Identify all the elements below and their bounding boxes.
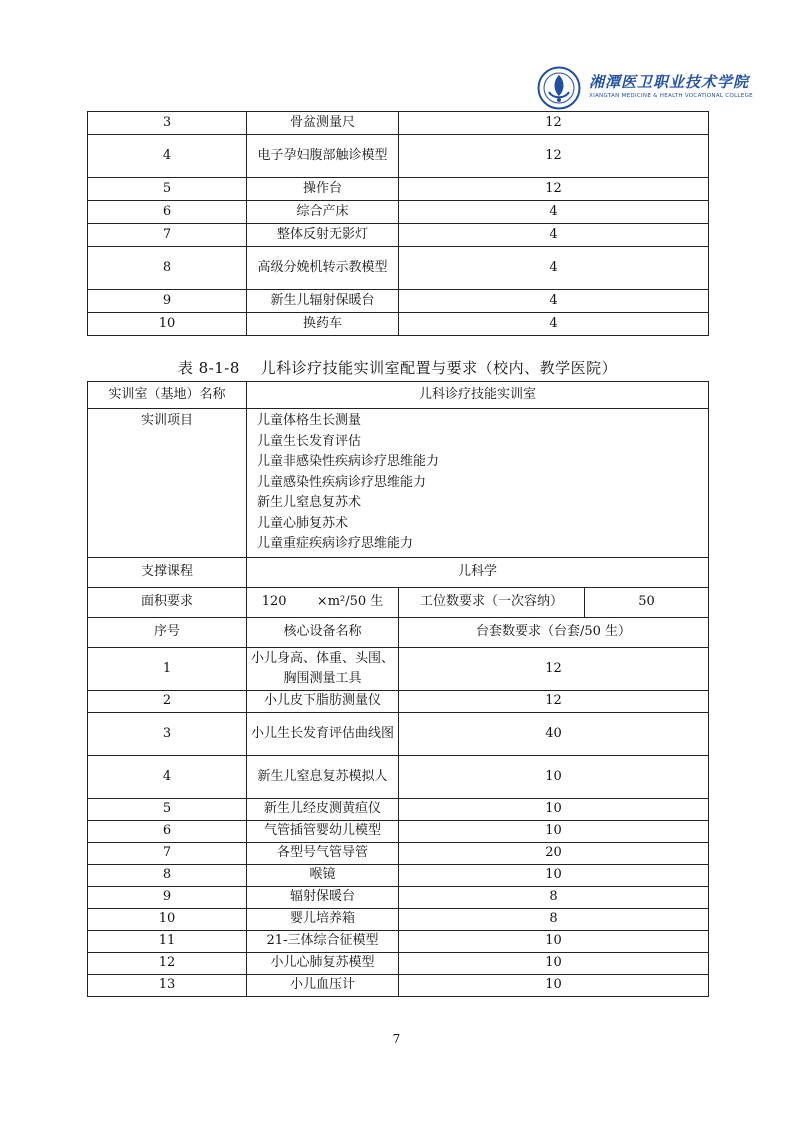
pediatrics-lab-table bbox=[87, 381, 709, 997]
equipment-quantity: 12 bbox=[399, 178, 709, 201]
row-number: 2 bbox=[88, 690, 247, 712]
row-number: 7 bbox=[88, 842, 247, 864]
equipment-name: 骨盆测量尺 bbox=[247, 112, 399, 135]
area-value: 120 bbox=[261, 594, 287, 609]
equipment-quantity: 12 bbox=[399, 690, 709, 712]
table-row bbox=[88, 712, 709, 755]
row-number: 6 bbox=[88, 820, 247, 842]
row-number: 4 bbox=[88, 755, 247, 798]
stations-value: 50 bbox=[585, 587, 709, 617]
row-number: 3 bbox=[88, 112, 247, 135]
equipment-name: 电子孕妇腹部触诊模型 bbox=[247, 135, 399, 178]
school-name-en: XIANGTAN MEDICINE & HEALTH VOCATIONAL COLLEGE bbox=[589, 93, 753, 99]
equipment-quantity: 20 bbox=[399, 842, 709, 864]
stations-label: 工位数要求（一次容纳） bbox=[399, 587, 585, 617]
area-unit: ×m²/50 生 bbox=[316, 594, 384, 609]
equipment-name: 高级分娩机转示教模型 bbox=[247, 247, 399, 290]
equipment-quantity: 10 bbox=[399, 974, 709, 996]
equipment-name: 辐射保暖台 bbox=[247, 886, 399, 908]
course-row bbox=[88, 557, 709, 587]
equipment-quantity: 10 bbox=[399, 798, 709, 820]
equipment-quantity: 8 bbox=[399, 908, 709, 930]
equipment-name: 喉镜 bbox=[247, 864, 399, 886]
table-row bbox=[88, 224, 709, 247]
equipment-quantity: 4 bbox=[399, 290, 709, 313]
equipment-name: 小儿生长发育评估曲线图 bbox=[247, 712, 399, 755]
table-row bbox=[88, 201, 709, 224]
equipment-quantity: 10 bbox=[399, 952, 709, 974]
equipment-quantity: 4 bbox=[399, 224, 709, 247]
school-logo bbox=[537, 66, 753, 110]
equipment-name: 综合产床 bbox=[247, 201, 399, 224]
list-item: 儿童重症疾病诊疗思维能力 bbox=[257, 536, 414, 551]
equipment-name: 小儿心肺复苏模型 bbox=[247, 952, 399, 974]
equipment-name: 操作台 bbox=[247, 178, 399, 201]
list-item: 新生儿窒息复苏术 bbox=[257, 495, 362, 510]
equipment-name: 新生儿窒息复苏模拟人 bbox=[247, 755, 399, 798]
row-number: 8 bbox=[88, 864, 247, 886]
row-number: 11 bbox=[88, 930, 247, 952]
equipment-quantity: 4 bbox=[399, 313, 709, 336]
list-item: 儿童生长发育评估 bbox=[257, 433, 362, 449]
row-number: 4 bbox=[88, 135, 247, 178]
row-number: 12 bbox=[88, 952, 247, 974]
row-number: 9 bbox=[88, 290, 247, 313]
column-header-name: 核心设备名称 bbox=[247, 617, 399, 647]
equipment-quantity: 12 bbox=[399, 647, 709, 690]
row-number: 7 bbox=[88, 224, 247, 247]
room-name-row bbox=[88, 382, 709, 409]
equipment-table-continued bbox=[87, 111, 709, 336]
table-row bbox=[88, 647, 709, 690]
school-seal-icon bbox=[537, 66, 581, 110]
column-header-row bbox=[88, 617, 709, 647]
equipment-quantity: 4 bbox=[399, 247, 709, 290]
equipment-name: 各型号气管导管 bbox=[247, 842, 399, 864]
list-item: 儿童感染性疾病诊疗思维能力 bbox=[257, 474, 427, 490]
projects-label: 实训项目 bbox=[88, 409, 247, 558]
row-number: 13 bbox=[88, 974, 247, 996]
equipment-name: 换药车 bbox=[247, 313, 399, 336]
row-number: 5 bbox=[88, 178, 247, 201]
column-header-no: 序号 bbox=[88, 617, 247, 647]
equipment-quantity: 10 bbox=[399, 755, 709, 798]
table-row bbox=[88, 930, 709, 952]
area-row bbox=[88, 587, 709, 617]
course-value: 儿科学 bbox=[247, 557, 709, 587]
row-number: 9 bbox=[88, 886, 247, 908]
row-number: 10 bbox=[88, 313, 247, 336]
column-header-qty: 台套数要求（台套/50 生） bbox=[399, 617, 709, 647]
equipment-name: 新生儿辐射保暖台 bbox=[247, 290, 399, 313]
equipment-name: 气管插管婴幼儿模型 bbox=[247, 820, 399, 842]
table-row bbox=[88, 886, 709, 908]
table-row bbox=[88, 974, 709, 996]
row-number: 3 bbox=[88, 712, 247, 755]
table-row bbox=[88, 908, 709, 930]
equipment-quantity: 40 bbox=[399, 712, 709, 755]
equipment-name: 婴儿培养箱 bbox=[247, 908, 399, 930]
equipment-name: 整体反射无影灯 bbox=[247, 224, 399, 247]
list-item: 儿童体格生长测量 bbox=[257, 413, 362, 428]
table-row bbox=[88, 798, 709, 820]
list-item: 儿童非感染性疾病诊疗思维能力 bbox=[257, 454, 440, 469]
row-number: 8 bbox=[88, 247, 247, 290]
equipment-quantity: 12 bbox=[399, 135, 709, 178]
table-row bbox=[88, 820, 709, 842]
table-row bbox=[88, 135, 709, 178]
equipment-quantity: 10 bbox=[399, 930, 709, 952]
row-number: 1 bbox=[88, 647, 247, 690]
table-row bbox=[88, 952, 709, 974]
equipment-quantity: 12 bbox=[399, 112, 709, 135]
table-row bbox=[88, 178, 709, 201]
table-row bbox=[88, 290, 709, 313]
equipment-quantity: 4 bbox=[399, 201, 709, 224]
equipment-quantity: 10 bbox=[399, 820, 709, 842]
equipment-name: 小儿皮下脂肪测量仪 bbox=[247, 690, 399, 712]
projects-list bbox=[247, 409, 709, 558]
row-number: 6 bbox=[88, 201, 247, 224]
course-label: 支撑课程 bbox=[88, 557, 247, 587]
equipment-name: 小儿血压计 bbox=[247, 974, 399, 996]
equipment-name: 21-三体综合征模型 bbox=[247, 930, 399, 952]
row-number: 10 bbox=[88, 908, 247, 930]
table-row bbox=[88, 755, 709, 798]
table-row bbox=[88, 864, 709, 886]
projects-row bbox=[88, 409, 709, 558]
table-row bbox=[88, 247, 709, 290]
list-item: 儿童心肺复苏术 bbox=[257, 515, 349, 531]
equipment-quantity: 10 bbox=[399, 864, 709, 886]
area-cell bbox=[247, 587, 399, 617]
table-row bbox=[88, 112, 709, 135]
equipment-name: 小儿身高、体重、头围、胸围测量工具 bbox=[247, 647, 399, 690]
school-name-cn: 湘潭医卫职业技术学院 bbox=[589, 73, 750, 91]
table-row bbox=[88, 842, 709, 864]
area-label: 面积要求 bbox=[88, 587, 247, 617]
table-row bbox=[88, 313, 709, 336]
room-label: 实训室（基地）名称 bbox=[88, 382, 247, 409]
room-value: 儿科诊疗技能实训室 bbox=[247, 382, 709, 409]
table-caption: 表 8-1-8 儿科诊疗技能实训室配置与要求（校内、教学医院） bbox=[177, 359, 618, 377]
equipment-quantity: 8 bbox=[399, 886, 709, 908]
row-number: 5 bbox=[88, 798, 247, 820]
page-number: 7 bbox=[392, 1032, 401, 1046]
equipment-name: 新生儿经皮测黄疸仪 bbox=[247, 798, 399, 820]
table-row bbox=[88, 690, 709, 712]
